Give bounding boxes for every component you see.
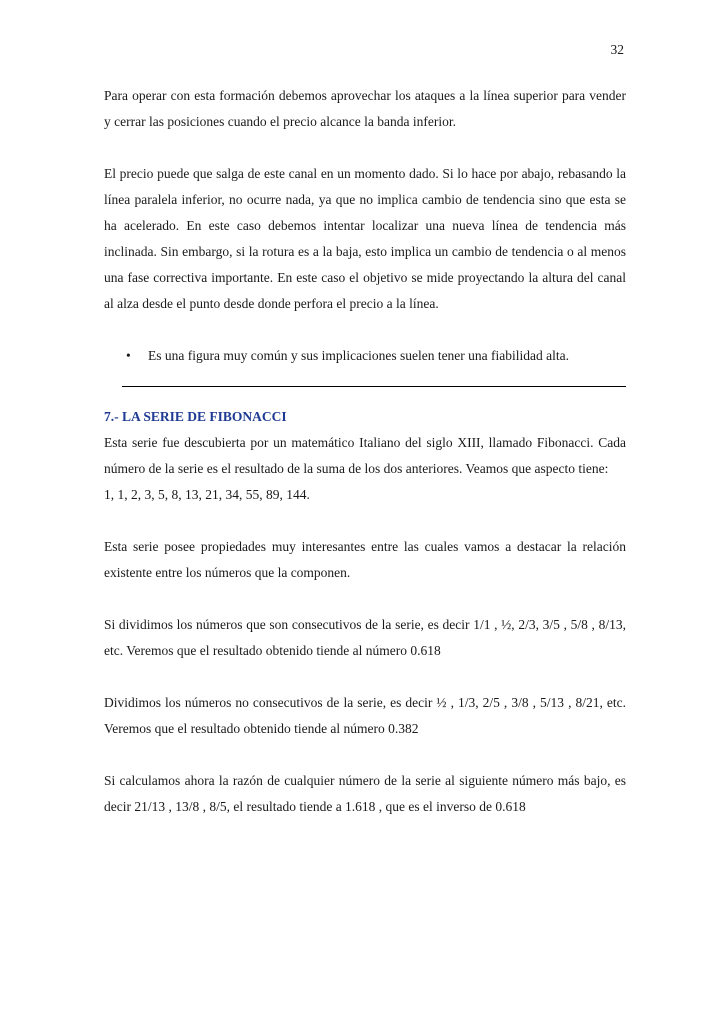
page-number: 32 (610, 42, 624, 57)
paragraph-intro: Esta serie fue descubierta por un matemático Italiano del siglo XIII, llamado Fibonacci. Cada número de la serie es el resultado de la suma de los dos anteriores. Veamos que aspecto tiene: (104, 435, 626, 476)
paragraph-canal: El precio puede que salga de este canal en un momento dado. Si lo hace por abajo, rebasando la línea paralela inferior, no ocurre nada, ya que no implica cambio de tendencia sino que esta se ha acelerado. En este caso debemos intentar localizar una nueva línea de tendencia más inclinada. Sin embargo, si la rotura es a la baja, esto implica un cambio de tendencia o al menos una fase correctiva importante. En este caso el objetivo se mide proyectando la altura del canal al alza desde el punto desde donde perfora el precio a la línea. (104, 166, 626, 311)
fibonacci-sequence: 1, 1, 2, 3, 5, 8, 13, 21, 34, 55, 89, 144. (104, 487, 310, 502)
paragraph-propiedades: Esta serie posee propiedades muy interesantes entre las cuales vamos a destacar la relación existente entre los números que la componen. (104, 539, 626, 580)
section-title: 7.- LA SERIE DE FIBONACCI (104, 409, 287, 424)
paragraph-consecutivos: Si dividimos los números que son consecutivos de la serie, es decir 1/1 , ½, 2/3, 3/5 , 5/8 , 8/13, etc. Veremos que el resultado obtenido tiende al número 0.618 (104, 617, 626, 658)
bullet-text: Es una figura muy común y sus implicaciones suelen tener una fiabilidad alta. (148, 348, 570, 363)
paragraph-no-consecutivos: Dividimos los números no consecutivos de la serie, es decir ½ , 1/3, 2/5 , 3/8 , 5/13 , 8/21, etc. Veremos que el resultado obtenido tiende al número 0.382 (104, 695, 626, 736)
bullet-list (104, 343, 626, 369)
page-content (104, 83, 626, 846)
bullet-icon: • (126, 348, 131, 363)
horizontal-rule (122, 386, 626, 387)
list-item (104, 343, 626, 369)
paragraph-razon: Si calculamos ahora la razón de cualquier número de la serie al siguiente número más bajo, es decir 21/13 , 13/8 , 8/5, el resultado tiende a 1.618 , que es el inverso de 0.618 (104, 773, 626, 814)
paragraph-operar: Para operar con esta formación debemos aprovechar los ataques a la línea superior para vender y cerrar las posiciones cuando el precio alcance la banda inferior. (104, 88, 626, 129)
